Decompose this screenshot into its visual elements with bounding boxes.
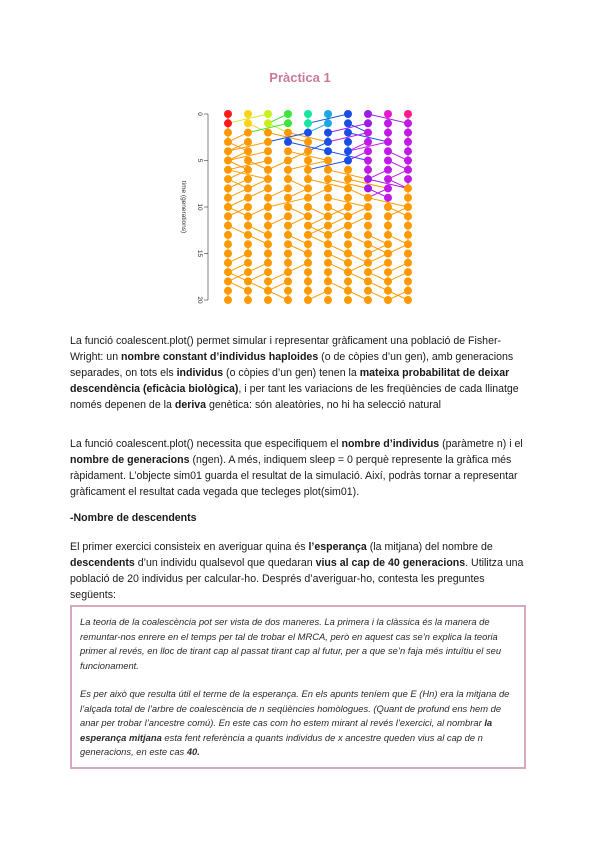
individual-dot: [344, 231, 352, 239]
individual-dot: [324, 119, 332, 127]
individual-dot: [264, 240, 272, 248]
individual-dot: [224, 138, 232, 146]
individual-dot: [244, 157, 252, 165]
individual-dot: [404, 119, 412, 127]
individual-dot: [264, 138, 272, 146]
individual-dot: [304, 184, 312, 192]
individual-dot: [384, 147, 392, 155]
individual-dot: [224, 129, 232, 137]
individual-dot: [364, 119, 372, 127]
individual-dot: [384, 222, 392, 230]
individual-dot: [404, 203, 412, 211]
individual-dot: [404, 157, 412, 165]
individual-dot: [284, 119, 292, 127]
individual-dot: [284, 194, 292, 202]
individual-dot: [284, 222, 292, 230]
individual-dot: [244, 250, 252, 258]
individual-dot: [224, 240, 232, 248]
individual-dot: [304, 129, 312, 137]
individual-dot: [404, 287, 412, 295]
individual-dot: [324, 268, 332, 276]
individual-dot: [284, 157, 292, 165]
individual-dot: [324, 250, 332, 258]
individual-dot: [264, 222, 272, 230]
individual-dot: [324, 110, 332, 118]
individual-dot: [324, 166, 332, 174]
individual-dot: [224, 212, 232, 220]
individual-dot: [364, 147, 372, 155]
section-heading: -Nombre de descendents: [70, 512, 197, 524]
individual-dot: [264, 250, 272, 258]
individual-dot: [264, 110, 272, 118]
individual-dot: [284, 166, 292, 174]
individual-dot: [404, 277, 412, 285]
individual-dot: [384, 175, 392, 183]
individual-dot: [284, 277, 292, 285]
individual-dot: [384, 296, 392, 304]
individual-dot: [404, 222, 412, 230]
individual-dot: [344, 184, 352, 192]
y-axis: [180, 112, 208, 304]
individual-dot: [304, 110, 312, 118]
individual-dot: [224, 268, 232, 276]
individual-dot: [364, 166, 372, 174]
individual-dot: [404, 231, 412, 239]
individual-dot: [224, 203, 232, 211]
individual-dot: [344, 175, 352, 183]
individual-dot: [224, 194, 232, 202]
individual-dot: [244, 119, 252, 127]
ancestry-links: [228, 114, 408, 300]
individual-dot: [264, 277, 272, 285]
individual-dot: [364, 250, 372, 258]
individual-dot: [344, 110, 352, 118]
individual-dot: [284, 129, 292, 137]
individual-dot: [324, 194, 332, 202]
individual-dot: [364, 222, 372, 230]
individual-dot: [364, 110, 372, 118]
individual-dot: [384, 212, 392, 220]
individual-dot: [384, 119, 392, 127]
individual-dot: [224, 287, 232, 295]
individual-dot: [384, 166, 392, 174]
individual-dot: [344, 222, 352, 230]
individual-dot: [324, 147, 332, 155]
individual-dot: [224, 277, 232, 285]
individual-dot: [364, 212, 372, 220]
individual-dot: [404, 296, 412, 304]
individual-dot: [364, 129, 372, 137]
individual-dot: [304, 119, 312, 127]
individual-dot: [344, 138, 352, 146]
individual-dot: [384, 277, 392, 285]
individual-dot: [404, 212, 412, 220]
individual-dot: [364, 231, 372, 239]
individual-dot: [244, 166, 252, 174]
individual-dot: [244, 212, 252, 220]
individual-dot: [404, 166, 412, 174]
individual-dot: [364, 296, 372, 304]
individual-dot: [344, 129, 352, 137]
individual-dot: [304, 240, 312, 248]
individual-dot: [404, 138, 412, 146]
individual-dot: [384, 259, 392, 267]
individual-dot: [264, 119, 272, 127]
answer-paragraph-2: Es per això que resulta útil el terme de la esperança. En els apunts teníem que E (Hn) era la mitjana de l’alçada total de l’arbre de coalescència de n seqüències homòlogues. (Quant de profund ens hem de anar per trobar l’ancestre comú). En este cas com ho estem mirant al revés l’exercici, al nombrar la esperança mitjana esta fent referència a quants individus de x ancestre queden vius al cap de n generacions, en este cas 40.: [80, 688, 510, 757]
individual-dot: [264, 203, 272, 211]
individual-dot: [244, 287, 252, 295]
individual-dot: [324, 175, 332, 183]
individual-dot: [224, 231, 232, 239]
individual-dot: [324, 277, 332, 285]
individual-dot: [404, 250, 412, 258]
individual-dot: [364, 277, 372, 285]
individual-dot: [404, 175, 412, 183]
individual-dot: [224, 119, 232, 127]
individual-dot: [284, 287, 292, 295]
individual-dot: [324, 138, 332, 146]
individual-dot: [244, 259, 252, 267]
individual-dot: [264, 231, 272, 239]
individual-dot: [264, 166, 272, 174]
y-tick-label: 15: [196, 249, 203, 258]
individual-dot: [324, 287, 332, 295]
paragraph-parameters: La funció coalescent.plot() necessita que especifiquem el nombre d’individus (paràmetre n) i el nombre de generacions (ngen). A més, indiquem sleep = 0 perquè represente la gràfica més ràpidament. L’objecte sim01 guarda el resultat de la simulació. Així, podràs tornar a representar gràficament el resultat cada vegada que tecleges plot(sim01).: [70, 438, 523, 498]
individual-dot: [304, 296, 312, 304]
individual-dot: [384, 184, 392, 192]
individual-dot: [284, 110, 292, 118]
individual-dot: [364, 157, 372, 165]
individual-dot: [304, 287, 312, 295]
individual-dot: [384, 231, 392, 239]
individual-dot: [404, 240, 412, 248]
individual-dot: [384, 129, 392, 137]
individual-dot: [324, 259, 332, 267]
paragraph-exercise: El primer exercici consisteix en averiguar quina és l’esperança (la mitjana) del nombre de descendents d’un individu qualsevol que quedaran vius al cap de 40 generacions. Utilitza una població de 20 individus per calcular-ho. Després d’averiguar-ho, contesta les preguntes següents:: [70, 541, 524, 601]
individual-dot: [404, 194, 412, 202]
individual-dot: [224, 259, 232, 267]
individual-dot: [324, 203, 332, 211]
individual-dot: [244, 231, 252, 239]
individual-dot: [244, 203, 252, 211]
individual-dot: [304, 259, 312, 267]
individual-dot: [384, 194, 392, 202]
individual-dot: [284, 184, 292, 192]
individual-dot: [284, 296, 292, 304]
individual-dot: [304, 175, 312, 183]
individual-dot: [264, 259, 272, 267]
individual-dot: [304, 277, 312, 285]
individual-dot: [244, 175, 252, 183]
individual-dot: [404, 147, 412, 155]
individual-dot: [344, 212, 352, 220]
individual-dot: [404, 110, 412, 118]
individual-dot: [384, 203, 392, 211]
answer-box: [70, 605, 526, 769]
individual-dot: [244, 194, 252, 202]
individual-dot: [344, 147, 352, 155]
individual-dot: [304, 147, 312, 155]
individual-dot: [244, 147, 252, 155]
individual-dot: [364, 203, 372, 211]
individual-dot: [264, 296, 272, 304]
individual-dot: [324, 129, 332, 137]
individual-dot: [284, 231, 292, 239]
individual-dot: [344, 203, 352, 211]
individual-dot: [304, 138, 312, 146]
paragraph-intro: La funció coalescent.plot() permet simular i representar gràficament una població de Fisher-Wright: un nombre constant d’individus haploides (o de còpies d’un gen), amb generacions separades, on tots els individus (o còpies d’un gen) tenen la mateixa probabilitat de deixar descendència (eficàcia biològica), i per tant les variacions de les freqüències de cada llinatge només depenen de la deriva genètica: són aleatòries, no hi ha selecció natural: [70, 335, 519, 411]
individual-dot: [244, 277, 252, 285]
y-tick-label: 20: [196, 296, 203, 304]
individual-dot: [384, 250, 392, 258]
individual-dot: [224, 222, 232, 230]
individual-dot: [384, 138, 392, 146]
individual-dot: [384, 110, 392, 118]
individual-dot: [344, 287, 352, 295]
individual-dot: [344, 268, 352, 276]
individual-dot: [344, 194, 352, 202]
individual-dot: [324, 157, 332, 165]
individual-dot: [304, 212, 312, 220]
individual-dot: [344, 250, 352, 258]
individual-dot: [284, 259, 292, 267]
individual-dot: [244, 268, 252, 276]
individual-dot: [284, 250, 292, 258]
individual-dot: [244, 184, 252, 192]
individual-dot: [244, 138, 252, 146]
individual-dot: [344, 119, 352, 127]
individual-dot: [264, 268, 272, 276]
individual-dot: [304, 268, 312, 276]
individual-dot: [344, 259, 352, 267]
individual-dot: [284, 240, 292, 248]
individual-dot: [324, 222, 332, 230]
individual-dot: [224, 296, 232, 304]
y-tick-label: 10: [196, 203, 203, 211]
individual-dot: [284, 203, 292, 211]
individual-dot: [324, 231, 332, 239]
individual-dot: [324, 212, 332, 220]
individual-dot: [304, 157, 312, 165]
y-axis-label: time (generations): [180, 180, 187, 234]
individual-dot: [284, 138, 292, 146]
individual-dot: [264, 287, 272, 295]
individual-dot: [404, 268, 412, 276]
individual-dot: [244, 110, 252, 118]
individual-dot: [304, 166, 312, 174]
individual-dot: [224, 166, 232, 174]
individual-dot: [344, 157, 352, 165]
individual-dot: [264, 194, 272, 202]
individual-dot: [384, 268, 392, 276]
individual-dot: [264, 212, 272, 220]
individual-dot: [304, 194, 312, 202]
individual-dot: [344, 240, 352, 248]
individual-dot: [264, 157, 272, 165]
individual-dot: [344, 296, 352, 304]
individual-dot: [364, 259, 372, 267]
individual-dot: [244, 240, 252, 248]
individual-dot: [364, 287, 372, 295]
individual-dot: [404, 259, 412, 267]
individual-dot: [344, 277, 352, 285]
individual-dot: [364, 175, 372, 183]
individual-dot: [244, 296, 252, 304]
individual-dot: [244, 222, 252, 230]
individual-dot: [224, 110, 232, 118]
individual-dot: [304, 231, 312, 239]
individual-dot: [244, 129, 252, 137]
individual-dot: [224, 184, 232, 192]
individual-dot: [264, 175, 272, 183]
individual-dot: [264, 147, 272, 155]
individual-dot: [284, 175, 292, 183]
answer-paragraph-1: La teoria de la coalescència pot ser vista de dos maneres. La primera i la clàssica és la manera de remuntar-nos enrere en el temps per tal de trobar el MRCA, però en aquest cas se’n explica la teoria primer al revés, en lloc de tirant cap al passat tirant cap al futur, per a que se’n faja més intuïtiu el seu funcionament.: [80, 616, 502, 671]
page-title: Pràctica 1: [269, 70, 331, 85]
individual-dot: [404, 129, 412, 137]
individual-dot: [404, 184, 412, 192]
individual-dot: [324, 240, 332, 248]
individual-dot: [384, 240, 392, 248]
individual-dot: [364, 268, 372, 276]
y-tick-label: 0: [196, 112, 203, 116]
individual-dot: [344, 166, 352, 174]
individual-dot: [324, 184, 332, 192]
individual-dot: [364, 184, 372, 192]
individual-dot: [384, 287, 392, 295]
y-tick-label: 5: [196, 158, 203, 163]
individual-dot: [364, 240, 372, 248]
individual-dot: [284, 147, 292, 155]
individual-dot: [284, 212, 292, 220]
individual-dot: [284, 268, 292, 276]
coalescent-plot-figure: [172, 100, 428, 308]
individual-dot: [224, 157, 232, 165]
individual-dot: [224, 175, 232, 183]
individual-dot: [224, 147, 232, 155]
individual-dot: [384, 157, 392, 165]
individual-dot: [304, 250, 312, 258]
individual-dot: [224, 250, 232, 258]
individual-dot: [324, 296, 332, 304]
individual-dot: [264, 184, 272, 192]
individual-dot: [304, 222, 312, 230]
individual-dot: [364, 194, 372, 202]
individual-dot: [264, 129, 272, 137]
individual-dot: [304, 203, 312, 211]
individual-dot: [364, 138, 372, 146]
